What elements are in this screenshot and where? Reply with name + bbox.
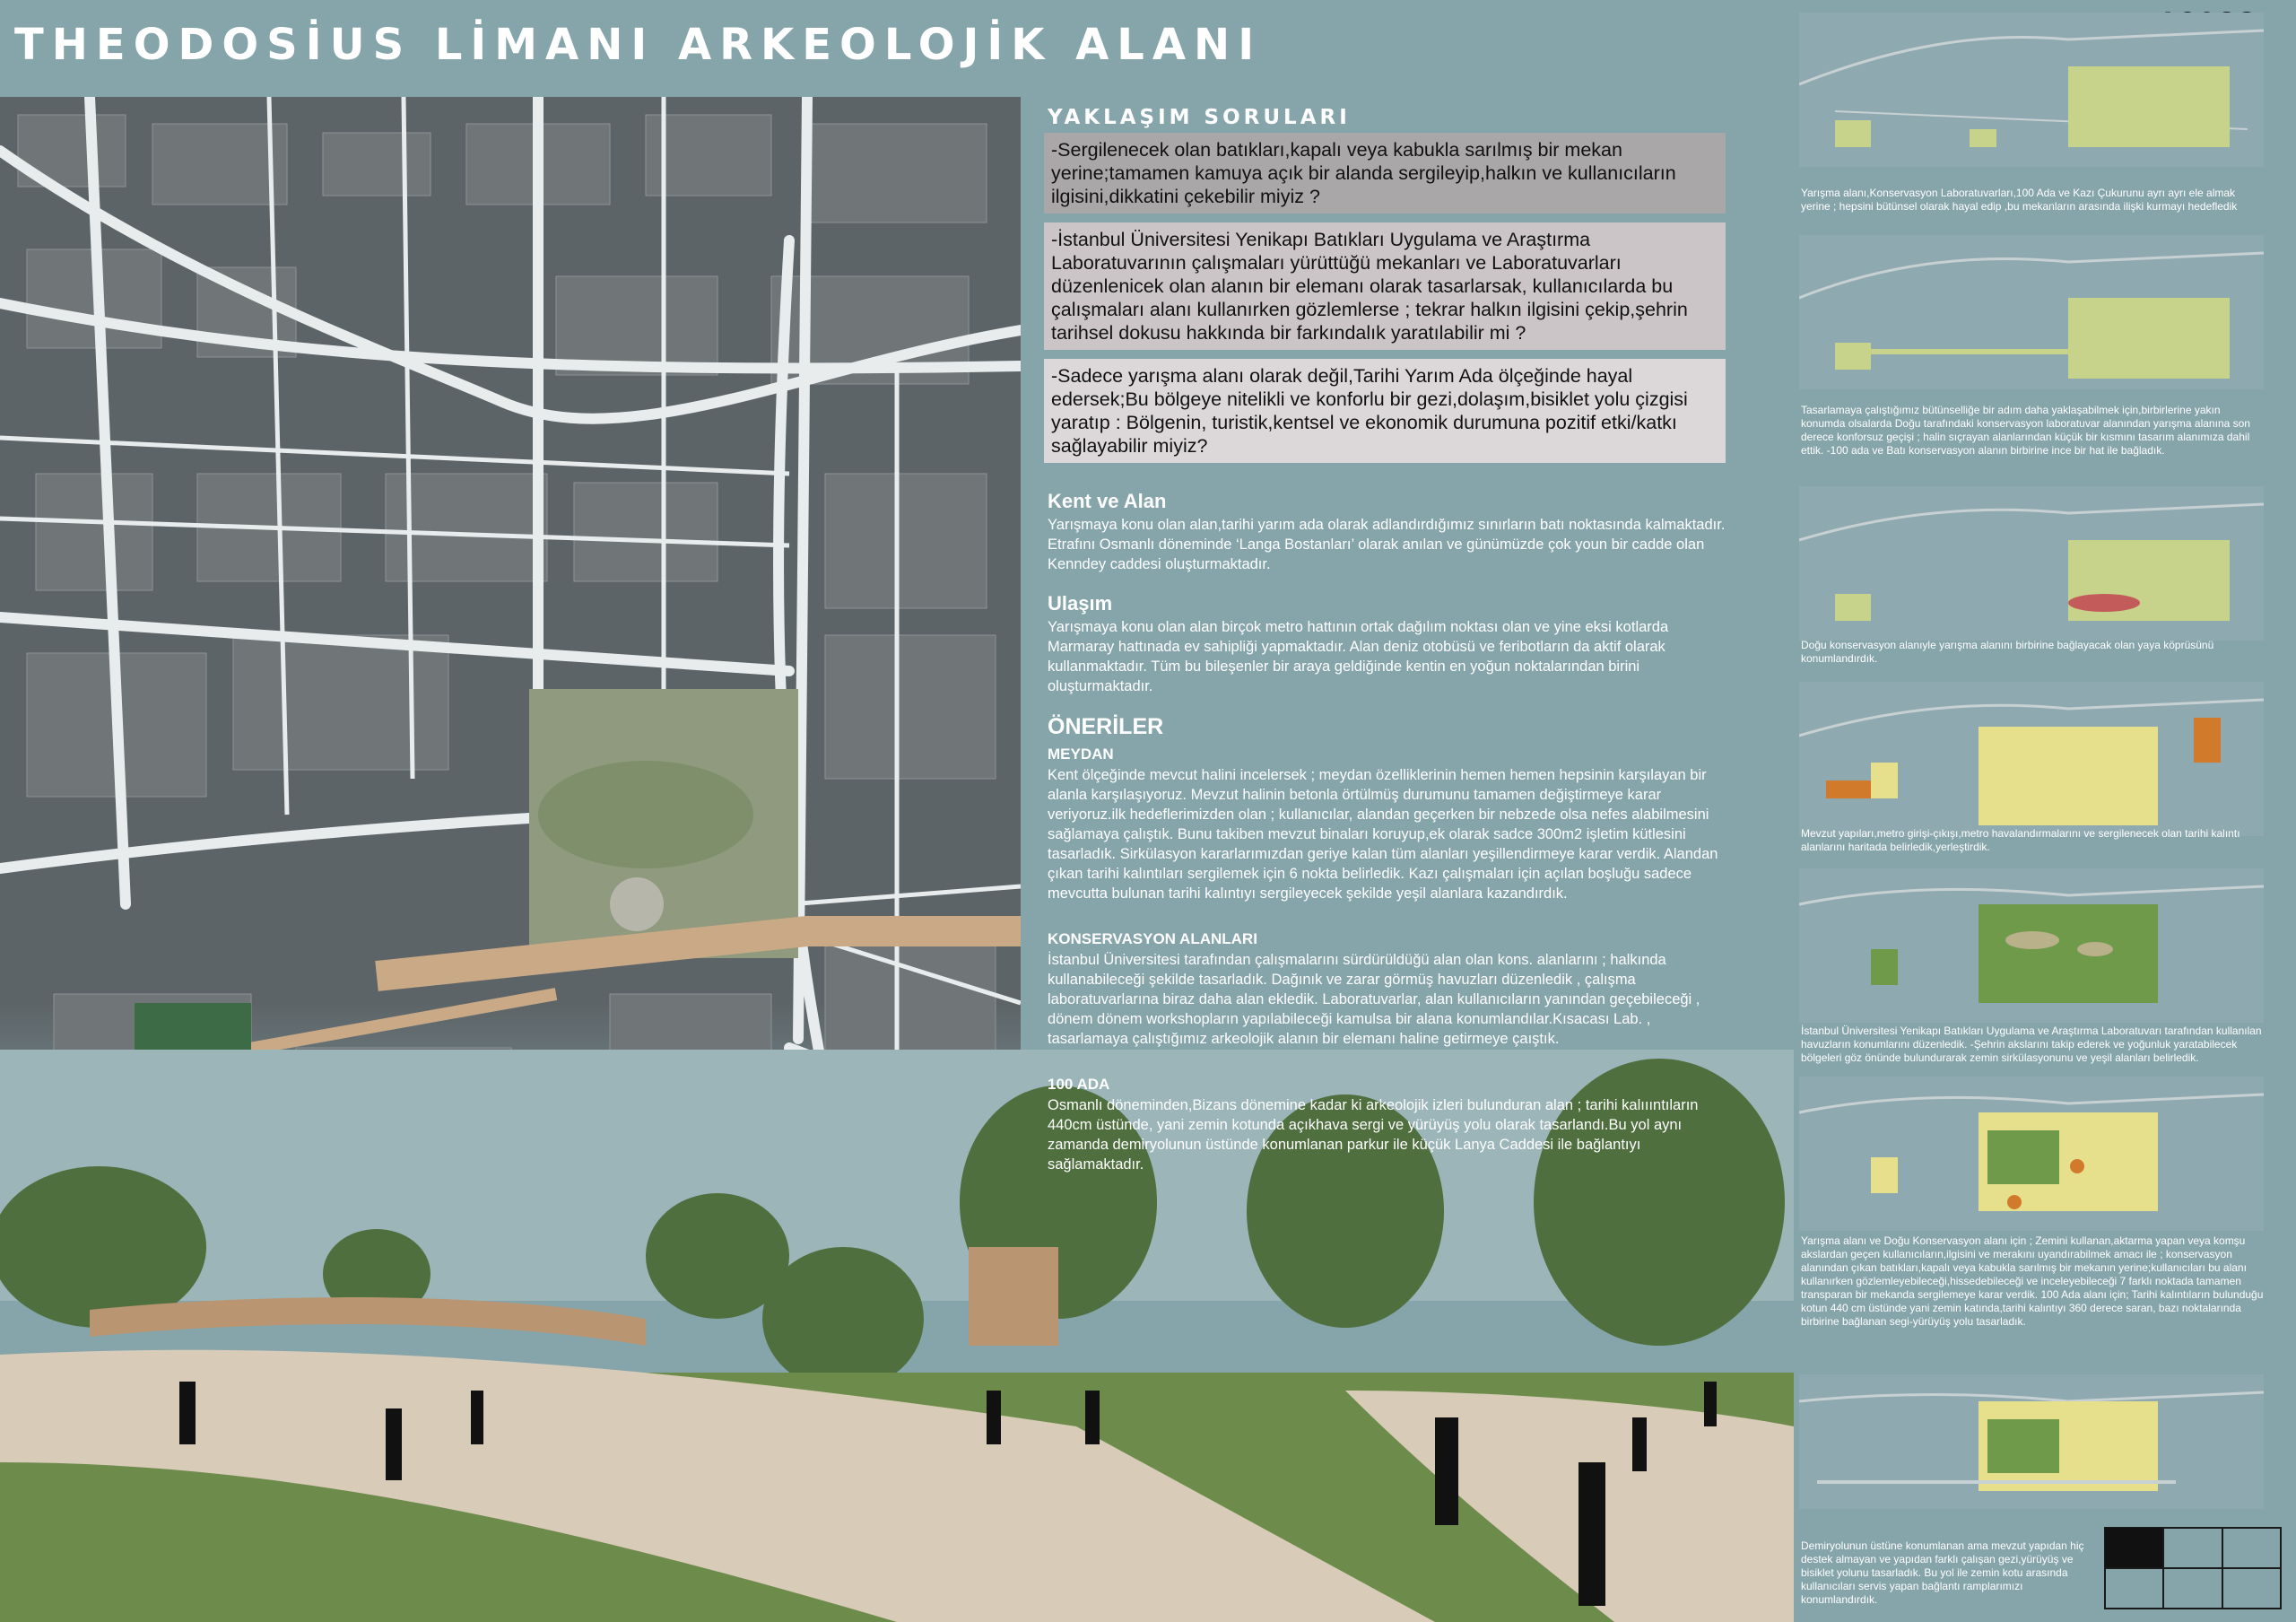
meydan-heading: MEYDAN [1048, 746, 1114, 763]
ada-heading: 100 ADA [1048, 1076, 1110, 1093]
text-column [1044, 100, 1726, 1174]
diagram-thumb-3 [1799, 486, 2264, 641]
meydan-text: Kent ölçeğinde mevcut halini incelersek ; meydan özelliklerinin hemen hemen hepsinin karşılayan bir alanla karşılaşıyoruz. Mevzut halinin betonla örtülmüş durumunu tamamen değiştirmeye karar veriyoruz.ilk hedeflerimizden olan ; kullanıcılar, alandan geçerken bir nebzede olsa nefes alabilmesini sağlamaya çalıştık. Bunu takiben mevzut binaları koruyup,ek olarak sadce 300m2 işletim kütlesini tasarladık. Sirkülasyon kararlarımızdan geriye kalan tüm alanları yeşillendirmeye karar verdik. Alandan çıkan tarihi kalıntıları sergilemek için 6 nokta belirledik. Kazı çalışmaları için açılan boşluğu sadece mevcutta bulunan tarihi kalıntıyı sergileyecek şekilde yeşil alanlara kazandırdık. [1048, 767, 1718, 902]
caption-4: Mevzut yapıları,metro girişi-çıkışı,metro havalandırmalarını ve sergilenecek olan tarihi kalıntı alanlarını haritada belirledik,yerleştirdik. [1801, 827, 2240, 853]
kent-text: Yarışmaya konu olan alan,tarihi yarım ada olarak adlandırdığımız sınırların batı noktasında kalmaktadır. Etrafını Osmanlı döneminde ‘Langa Bostanları’ olarak anılan ve günümüzde çok youn bir cadde olan Kenndey caddesi oluşturmaktadır. [1048, 517, 1726, 572]
ulasim-heading: Ulaşım [1048, 592, 1113, 615]
sheet-index-grid [2104, 1527, 2282, 1609]
ada-text: Osmanlı döneminden,Bizans dönemine kadar ki arkeolojik izleri bulunduran alan ; tarihi kalıııntıların 440cm üstünde, yani zemin kotunda açıkhava sergi ve yürüyüş yolu olarak tasarlandı.Bu yol aynı zamanda demiryolunun üstünde konumlanan parkur ile küçük Lanya Caddesi ile bağlantıyı sağlamaktadır. [1048, 1097, 1699, 1173]
diagram-thumb-6 [1799, 1077, 2264, 1231]
caption-2: Tasarlamaya çalıştığımız bütünselliğe bir adım daha yaklaşabilmek için,birbirlerine yakın konumda olsalarda Doğu tarafındaki konservasyon laboratuvar alanından yarışma alanına son derece konforsuz geçişi ; halin sıçrayan alanlarından küçük bir kısmını tasarım alanımıza dahil ettik. -100 ada ve Batı konservasyon alanın birbirine ince bir hat ile bağladık. [1801, 404, 2250, 457]
caption-1: Yarışma alanı,Konservasyon Laboratuvarları,100 Ada ve Kazı Çukurunu ayrı ayrı ele almak yerine ; hepsini bütünsel olarak hayal edip ,bu mekanların arasında ilişki kurmayı hedefledik [1801, 187, 2238, 213]
kent-heading: Kent ve Alan [1048, 490, 1167, 512]
konservasyon-text: İstanbul Üniversitesi tarafından çalışmalarını sürdürüldüğü alan olan kons. alanlarını ; halkında kullanabileceği şekilde tasarladık. Dağınık ve zarar görmüş havuzları düzenledik , çalışma laboratuvarlarına biraz daha alan ekledik. Laboratuvarlar, alan kullanıcıların yanından geçebileceği , dönem dönem workshopların yapılabileceği kamulsa bir alana konumlandılar.Kısacası Lab. , tasarlamaya çalıştığımız arkeolojik alanın bir elemanı haline getirmeye çaıştık. [1048, 952, 1700, 1047]
caption-6: Yarışma alanı ve Doğu Konservasyon alanı için ; Zemini kullanan,aktarma yapan veya komşu akslardan geçen kullanıcıların,ilgisini ve merakını uyandırabilmek amacı ile ; konservasyon alanından çıkan batıkları,kapalı veya kabukla sarılmış bir mekanın yerine;kullanıcıları bu alanı kullanırken gözlemleyebileceği,hissedebileceği ve inceleyebileceği 7 farklı noktada tamamen transparan bir mekanda sergilemeye karar verdik. 100 Ada alanı için; Tarihi kalıntıların bulunduğu kotun 440 cm üstünde yani zemin katında,tarihi kalıntıyı 360 derece saran, bazı noktalarında birbirine bağlanan segi-yürüyüş yolu tasarladık. [1801, 1234, 2264, 1328]
caption-5: İstanbul Üniversitesi Yenikapı Batıkları Uygulama ve Araştırma Laboratuvarı tarafından kullanılan havuzların konumlarını düzenledik. -Şehrin akslarını takip ederek ve yoğunluk yaratabilecek bölgeleri göz önünde bulundurarak zemin sirkülasyonunu ve yeşil alanları belirledik. [1801, 1025, 2262, 1064]
question-1: -Sergilenecek olan batıkları,kapalı veya kabukla sarılmış bir mekan yerine;tamamen kamuya açık bir alanda sergileyip,halkın ve kullanıcıların ilgisini,dikkatini çekebilir miyiz ? [1044, 133, 1726, 214]
diagram-thumb-5 [1799, 868, 2264, 1023]
konservasyon-heading: KONSERVASYON ALANLARI [1048, 930, 1257, 947]
diagram-thumb-2 [1799, 235, 2264, 389]
diagram-thumb-7 [1799, 1374, 2264, 1509]
question-3: -Sadece yarışma alanı olarak değil,Tarihi Yarım Ada ölçeğinde hayal edersek;Bu bölgeye nitelikli ve konforlu bir gezi,dolaşım,bisiklet yolu çizgisi yaratıp : Bölgenin, turistik,kentsel ve ekonomik durumuna pozitif etki/katkı sağlayabilir miyiz? [1044, 359, 1726, 463]
question-2: -İstanbul Üniversitesi Yenikapı Batıkları Uygulama ve Araştırma Laboratuvarının çalışmaları yürüttüğü mekanları ve Laboratuvarları düzenlenicek olan alanın bir elemanı olarak tasarlarsak, kullanıcılarda bu çalışmaları alanı kullanırken gözlemlerse ; tekrar halkın ilgisini çekip,şehrin tarihsel dokusu hakkında bir farkındalık yaratılabilir mi ? [1044, 222, 1726, 350]
diagram-thumb-1 [1799, 13, 2264, 167]
diagram-thumb-4 [1799, 682, 2264, 836]
questions-heading: YAKLAŞIM SORULARI [1048, 106, 1351, 129]
poster-title: THEODOSİUS LİMANI ARKEOLOJİK ALANI [14, 20, 1263, 70]
caption-3: Doğu konservasyon alanıyle yarışma alanını birbirine bağlayacak olan yaya köprüsünü konumlandırdık. [1801, 639, 2214, 665]
caption-7: Demiryolunun üstüne konumlanan ama mevzut yapıdan hiç destek almayan ve yapıdan farklı çalışan gezi,yürüyüş ve bisiklet yolunu tasarladık. Bu yol ile zemin kotu arasında kullanıcıları servis yapan bağlantı ramplarımızı konumlandırdık. [1801, 1539, 2084, 1606]
oneriler-heading: ÖNERİLER [1048, 714, 1164, 739]
ulasim-text: Yarışmaya konu olan alan birçok metro hattının ortak dağılım noktası olan ve yine eksi kotlarda Marmaray hattınada ev sahipliği yapmaktadır. Alan deniz otobüsü ve feribotların da aktif olarak kullanmaktadır. Tüm bu bileşenler bir araya geldiğinde kentin en yoğun noktalarından birini oluşturmaktadır. [1048, 619, 1669, 694]
